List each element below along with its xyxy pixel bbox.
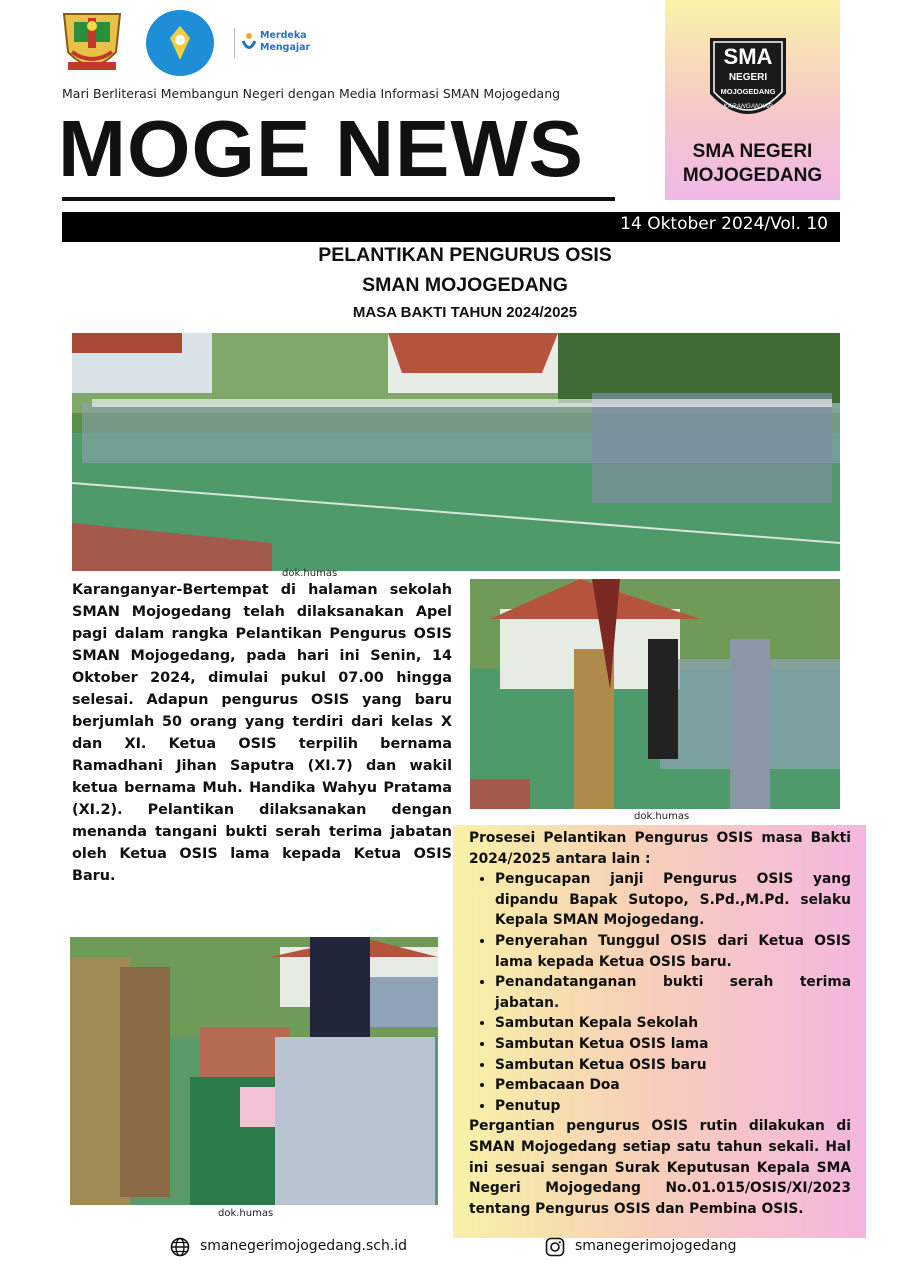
badge-region-text: KARANGANYAR <box>723 103 773 110</box>
logo-divider <box>234 28 235 58</box>
photo2-caption: dok.humas <box>634 811 690 822</box>
document-signing-photo <box>70 937 438 1205</box>
procession-item: • Penutup <box>495 1096 851 1117</box>
article-body: Karanganyar-Bertempat di halaman sekolah SMAN Mojogedang telah dilaksanakan Apel pagi dalam rangka Pelantikan Pengurus OSIS SMAN Mojogedang, pada hari ini Senin, 14 Oktober 2024, dimulai pukul 07.00 hingga selesai. Adapun pengurus OSIS yang baru berjumlah 50 orang yang terdiri dari kelas X dan XI. Ketua OSIS terpilih bernama Ramadhani Jihan Saputra (XI.7) dan wakil ketua bernama Muh. Handika Wahyu Pratama (XI.2). Pelantikan dilaksanakan dengan menanda tangani bukti serah terima jabatan oleh Ketua OSIS lama kepada Ketua OSIS Baru. <box>72 582 452 884</box>
article-subtitle: MASA BAKTI TAHUN 2024/2025 <box>352 304 578 321</box>
badge-sma-text: SMA <box>723 44 773 69</box>
instagram-icon <box>545 1237 565 1257</box>
procession-box <box>453 825 866 1238</box>
date-volume-text: 14 Oktober 2024/Vol. 10 <box>620 214 828 234</box>
merdeka-mengajar-logo <box>242 30 322 60</box>
ceremony-field-photo <box>72 333 840 571</box>
procession-item: • Pembacaan Doa <box>495 1075 851 1096</box>
globe-icon <box>170 1237 190 1257</box>
procession-item: • Sambutan Kepala Sekolah <box>495 1013 851 1034</box>
tagline: Mari Berliterasi Membangun Negeri dengan Media Informasi SMAN Mojogedang <box>62 86 561 101</box>
badge-negeri-text: NEGERI <box>728 72 768 83</box>
provincial-crest-logo <box>58 8 126 78</box>
procession-intro: Prosesei Pelantikan Pengurus OSIS masa Bakti 2024/2025 antara lain : <box>469 830 851 867</box>
procession-item: • Sambutan Ketua OSIS baru <box>495 1055 851 1076</box>
procession-item: • Sambutan Ketua OSIS lama <box>495 1034 851 1055</box>
photo1-caption: dok.humas <box>282 568 338 579</box>
website-text: smanegerimojogedang.sch.id <box>200 1238 408 1254</box>
procession-closing: Pergantian pengurus OSIS rutin dilakukan di SMAN Mojogedang setiap satu tahun sekali. Hal ini sesuai sengan Surak Keputusan Kepala SMA Negeri Mojogedang No.01.015/OSIS/XI/2023 tentang Pengurus OSIS dan Pembina OSIS. <box>469 1118 851 1217</box>
procession-item: • Pengucapan janji Pengurus OSIS yang dipandu Bapak Sutopo, S.Pd.,M.Pd. selaku Kepala SMAN Mojogedang. <box>495 869 851 931</box>
instagram-text: smanegerimojogedang <box>575 1238 737 1254</box>
date-volume-bar <box>62 212 840 242</box>
procession-item: • Penandatanganan bukti serah terima jabatan. <box>495 972 851 1013</box>
merdeka-mengajar-text: Merdeka Mengajar <box>260 30 311 53</box>
article-title-line1: PELANTIKAN PENGURUS OSIS <box>318 244 612 266</box>
masthead-title: MOGE NEWS <box>58 104 585 193</box>
school-badge-logo <box>706 34 790 132</box>
masthead-underline <box>62 197 615 201</box>
procession-item: • Penyerahan Tunggul OSIS dari Ketua OSIS lama kepada Ketua OSIS baru. <box>495 931 851 972</box>
tut-wuri-handayani-logo <box>146 10 214 76</box>
school-name: SMA NEGERI MOJOGEDANG <box>682 141 823 186</box>
flag-handover-photo <box>470 579 840 809</box>
article-title-line2: SMAN MOJOGEDANG <box>362 274 568 296</box>
badge-school-text: MOJOGEDANG <box>720 87 776 96</box>
photo3-caption: dok.humas <box>218 1208 274 1219</box>
school-identity-box <box>665 0 840 200</box>
procession-list <box>469 869 851 1116</box>
